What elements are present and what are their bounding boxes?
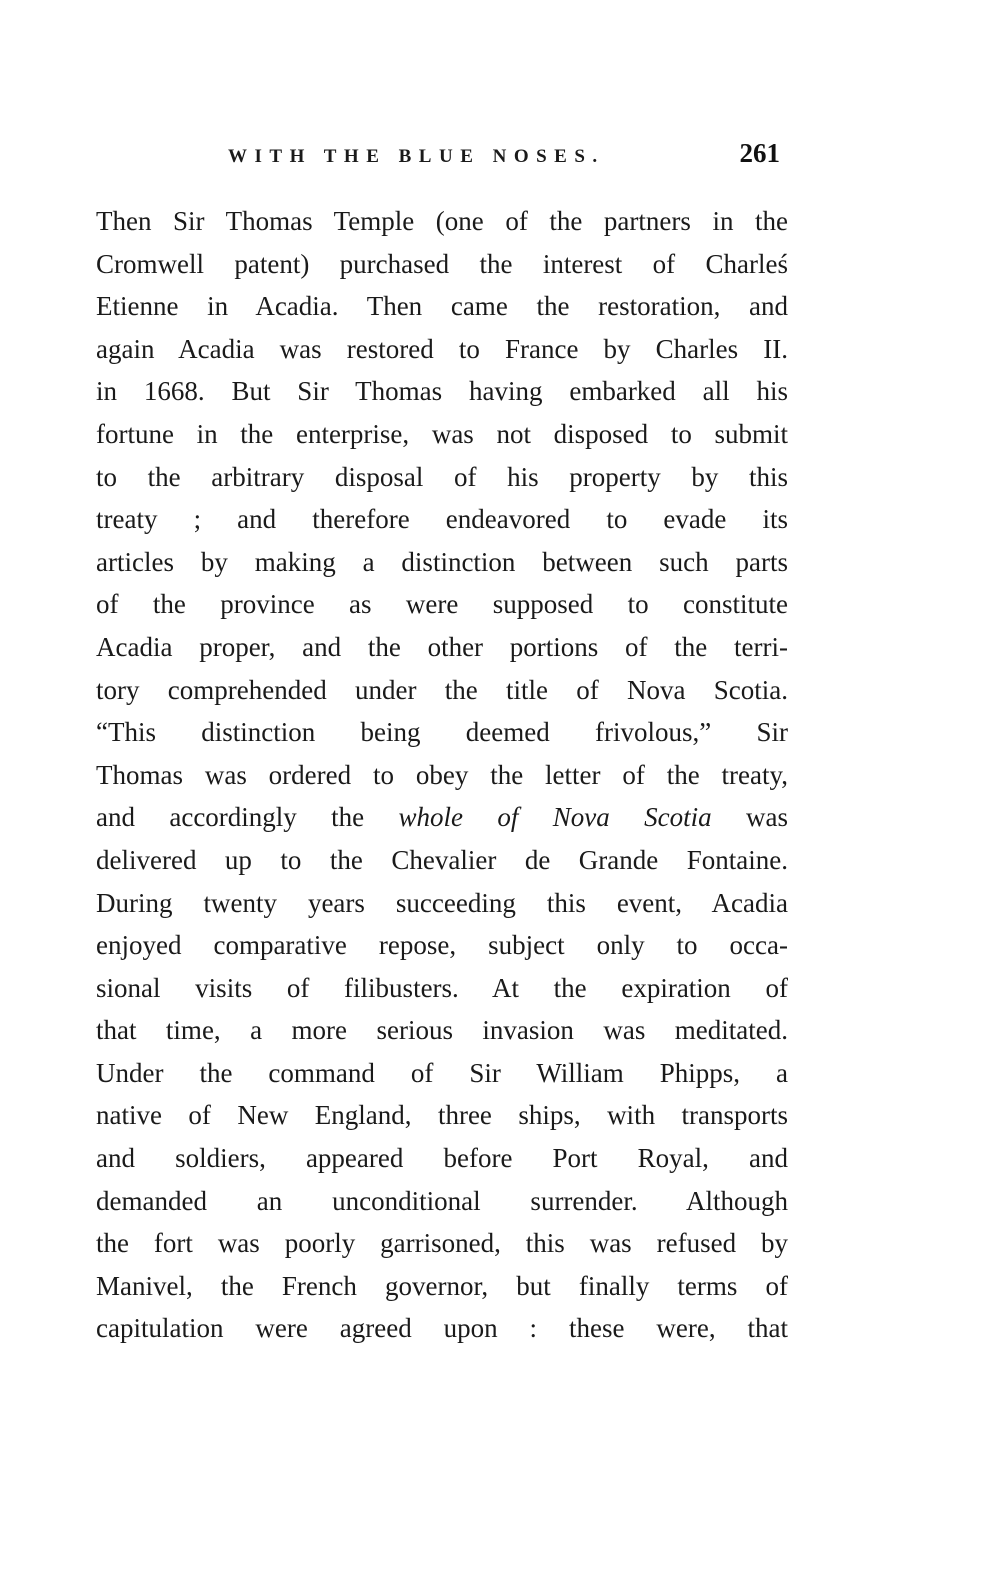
italic-phrase: whole of Nova Scotia [398, 802, 712, 833]
text-line: demanded an unconditional surrender. Although [96, 1185, 788, 1216]
text-run: was [711, 802, 788, 833]
text-line: During twenty years succeeding this event, Acadia [96, 887, 788, 918]
text-line: Etienne in Acadia. Then came the restoration, and [96, 291, 788, 322]
text-line: of the province as were supposed to constitute [96, 589, 788, 620]
text-line: Acadia proper, and the other portions of the terri- [96, 631, 788, 662]
text-run: and accordingly the [96, 802, 399, 833]
text-line: capitulation were agreed upon : these were, that [96, 1313, 788, 1344]
text-line: Thomas was ordered to obey the letter of the treaty, [96, 759, 788, 790]
text-line: native of New England, three ships, with transports [96, 1100, 788, 1131]
text-line: articles by making a distinction between such parts [96, 546, 788, 577]
text-line: to the arbitrary disposal of his property by this [96, 461, 788, 492]
text-line: that time, a more serious invasion was meditated. [96, 1015, 788, 1046]
text-line-with-italic [96, 796, 788, 839]
text-line: delivered up to the Chevalier de Grande Fontaine. [96, 844, 788, 875]
text-line: Then Sir Thomas Temple (one of the partners in the [96, 206, 788, 236]
text-line: “This distinction being deemed frivolous,” Sir [96, 717, 788, 748]
text-line: tory comprehended under the title of Nova Scotia. [96, 674, 788, 705]
text-line: treaty ; and therefore endeavored to evade its [96, 504, 788, 535]
body-text [96, 200, 788, 1350]
running-head: WITH THE BLUE NOSES. [228, 146, 605, 167]
text-line: Manivel, the French governor, but finally terms of [96, 1270, 788, 1301]
text-line: enjoyed comparative repose, subject only to occa- [96, 930, 788, 961]
text-line: Under the command of Sir William Phipps, a [96, 1057, 788, 1088]
text-line: in 1668. But Sir Thomas having embarked all his [96, 376, 788, 407]
page-number: 261 [739, 138, 780, 168]
text-line: fortune in the enterprise, was not disposed to submit [96, 418, 788, 449]
text-line: again Acadia was restored to France by Charles II. [96, 333, 788, 364]
text-line: the fort was poorly garrisoned, this was refused by [96, 1228, 788, 1259]
page-header [228, 138, 780, 178]
text-line: Cromwell patent) purchased the interest of Charleś [96, 248, 788, 279]
text-line: and soldiers, appeared before Port Royal, and [96, 1143, 788, 1174]
text-line: sional visits of filibusters. At the expiration of [96, 972, 788, 1003]
